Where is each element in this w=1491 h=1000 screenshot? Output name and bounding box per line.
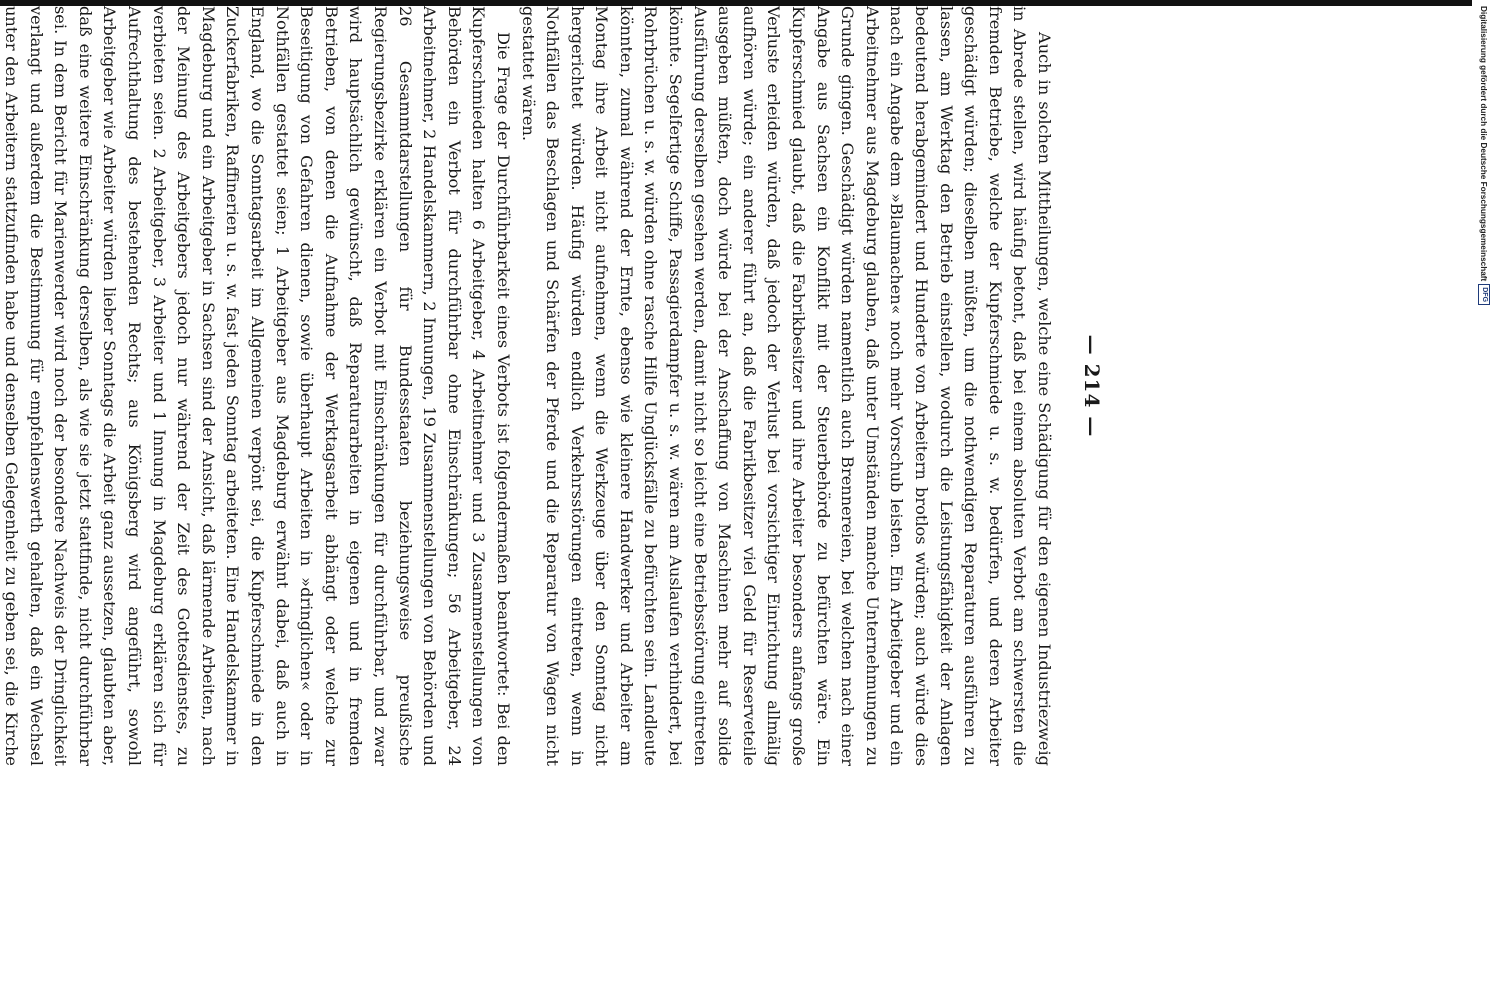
digitization-note (1478, 6, 1490, 305)
paragraph-1: Auch in solchen Mittheilungen, welche eine Schädigung für den eigenen Industriezweig in Abrede stellen, wird häufig betont, daß bei einem absoluten Verbot am schwersten die fremden Betriebe, welche der Kupferschmiede u. s. w. bedürfen, und deren Arbeiter geschädigt würden; dieselben müßten, um die nothwendigen Reparaturen ausführen zu lassen, am Werktag den Betrieb einstellen, wodurch die Leistungsfähigkeit der Anlagen bedeutend herabgemindert und Hunderte von Arbeitern brotlos würden; auch würde dies nach ein Angabe dem »Blaumachen« noch mehr Vorschub leisten. Ein Arbeitgeber und ein Arbeitnehmer aus Magdeburg glauben, daß unter Umständen manche Unternehmungen zu Grunde gingen. Geschädigt würden namentlich auch Brennereien, bei welchen nach einer Angabe aus Sachsen ein Konflikt mit der Steuerbehörde zu befürchten wäre. Ein Kupferschmied glaubt, daß die Fabrikbesitzer und ihre Arbeiter besonders anfangs große Verluste erleiden würden, daß jedoch der Verlust bei vorsichtiger Einrichtung allmälig aufhören würde; ein anderer führt an, daß die Fabrikbesitzer viel Geld für Reserveteile ausgeben müßten, doch würde bei der Anschaffung von Maschinen mehr auf solide Ausführung derselben gesehen werden, damit nicht so leicht eine Betriebsstörung eintreten könnte. Segelfertige Schiffe, Passagierdampfer u. s. w. wären am Auslaufen verhindert, bei Rohrbrüchen u. s. w. würden ohne rasche Hilfe Unglücksfälle zu befürchten sein. Landleute könnten, zumal während der Ernte, ebenso wie kleinere Handwerker und Arbeiter am Montag ihre Arbeit nicht aufnehmen, wenn die Werkzeuge über den Sonntag nicht hergerichtet würden. Häufig würden endlich Verkehrsstörungen eintreten, wenn in Nothfällen das Beschlagen und Schärfen der Pferde und die Reparatur von Wagen nicht gestattet wären. (518, 6, 1054, 766)
digitization-note-text: Digitalisierung gefördert durch die Deutsche Forschungsgemeinschaft (1479, 6, 1489, 282)
dfg-logo: DFG (1478, 284, 1490, 305)
page-body (2, 6, 1056, 766)
rotated-page (2, 6, 1118, 766)
paragraph-2: Die Frage der Durchführbarkeit eines Verbots ist folgendermaßen beantwortet: Bei den Kupferschmieden halten 6 Arbeitgeber, 4 Arbeitnehmer und 3 Zusammenstellungen von Behörden ein Verbot für durchführbar ohne Einschränkungen; 56 Arbeitgeber, 24 Arbeitnehmer, 2 Handelskammern, 2 Innungen, 19 Zusammenstellungen von Behörden und 26 Gesammtdarstellungen für Bundesstaaten beziehungsweise preußische Regierungsbezirke erklären ein Verbot mit Einschränkungen für durchführbar, und zwar wird hauptsächlich gewünscht, daß Reparaturarbeiten in eigenen und in fremden Betrieben, von denen die Aufnahme der Werktagsarbeit abhängt oder welche zur Beseitigung von Gefahren dienen, sowie überhaupt Arbeiten in »dringlichen« oder in Nothfällen gestattet seien; 1 Arbeitgeber aus Magdeburg erwähnt dabei, daß auch in England, wo die Sonntagsarbeit im Allgemeinen verpönt sei, die Kupferschmiede in den Zuckerfabriken, Raffinerien u. s. w. fast jeden Sonntag arbeiteten. Eine Handelskammer in Magdeburg und ein Arbeitgeber in Sachsen sind der Ansicht, daß lärmende Arbeiten, nach der Meinung des Arbeitgebers jedoch nur während der Zeit des Gottesdienstes, zu verbieten seien. 2 Arbeitgeber, 3 Arbeiter und 1 Innung in Magdeburg erklären sich für Aufrechthaltung des bestehenden Rechts; aus Königsberg wird angeführt, sowohl Arbeitgeber wie Arbeiter würden lieber Sonntags die Arbeit ganz aussetzen, glaubten aber, daß eine weitere Einschränkung derselben, als wie sie jetzt stattfinde, nicht durchführbar sei. In dem Bericht für Marienwerder wird noch der besondere Nachweis der Dringlichkeit verlangt und außerdem die Bestimmung für empfehlenswerth gehalten, daß ein Wechsel unter den Arbeitern stattzufinden habe und denselben Gelegenheit zu geben sei, die Kirche (2, 6, 513, 766)
page-number: — 214 — (1080, 334, 1104, 438)
